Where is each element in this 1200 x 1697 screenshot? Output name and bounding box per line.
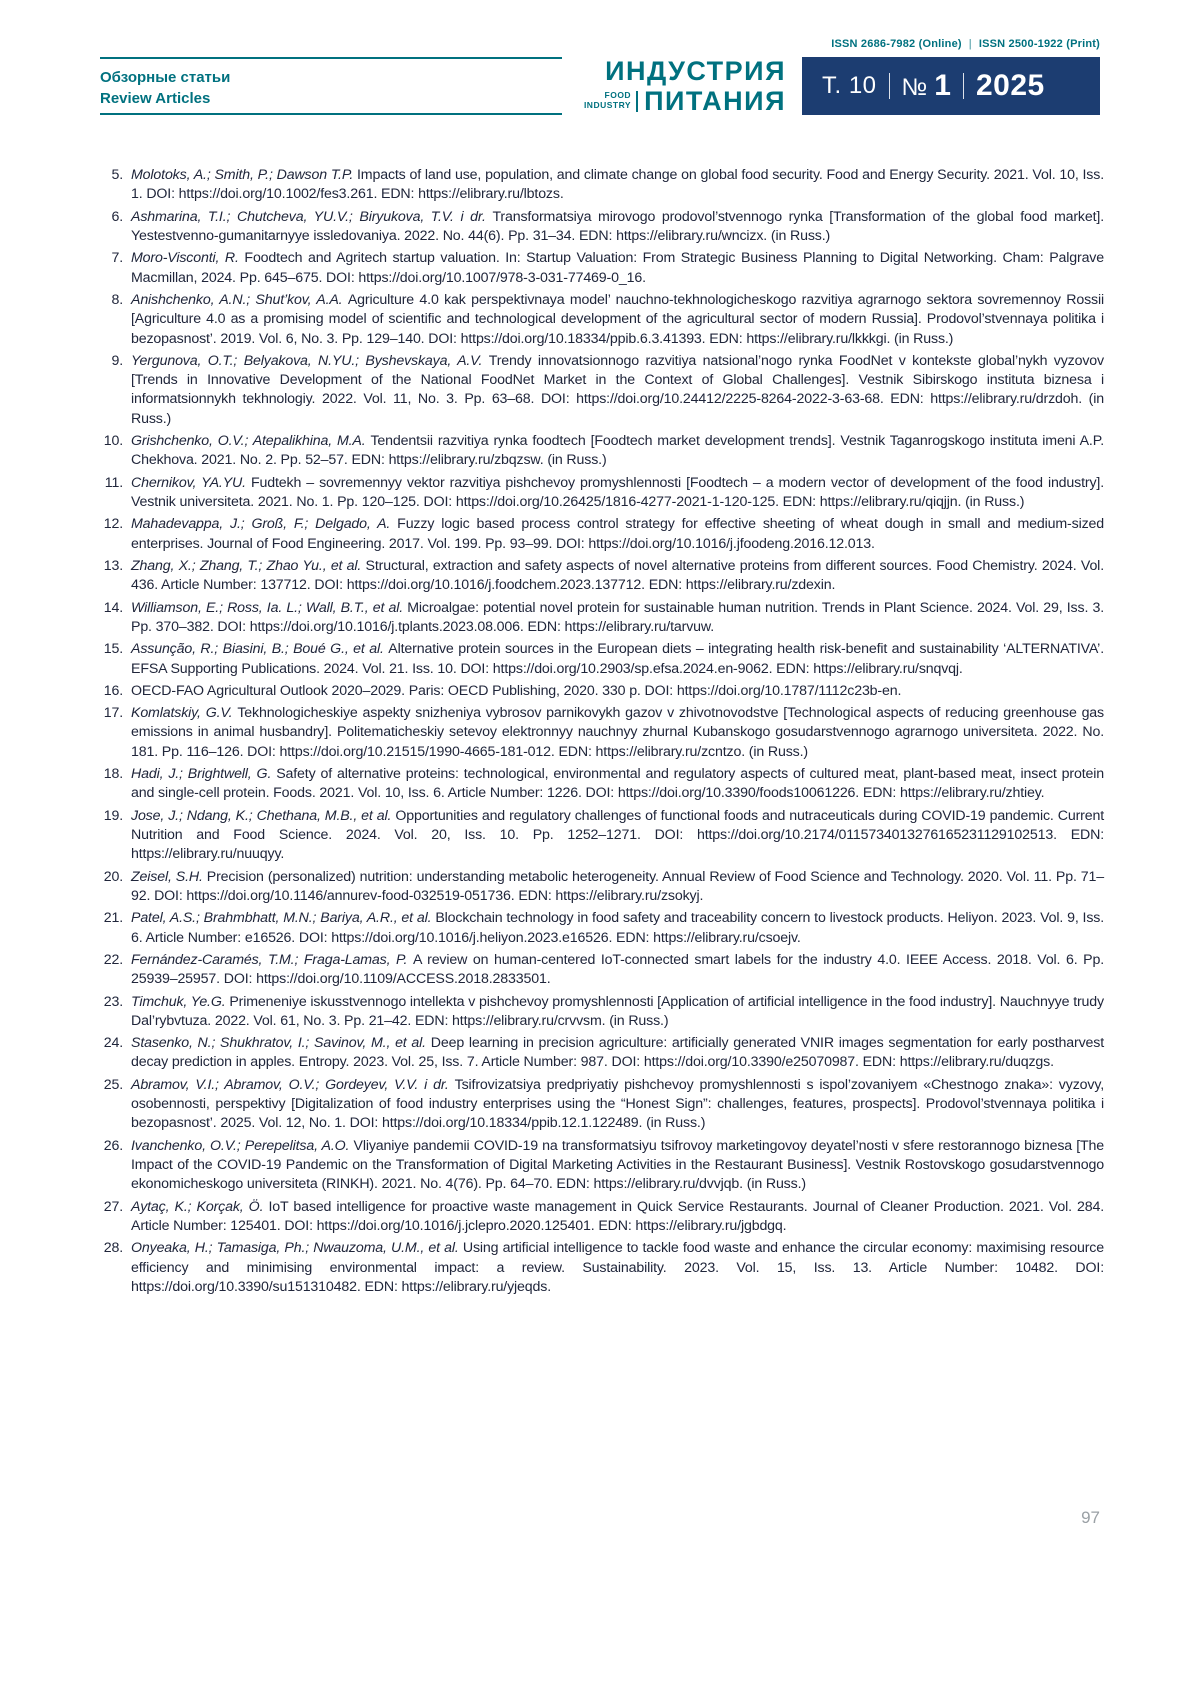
reference-item [100,765,1104,804]
reference-number: 14. [103,599,123,616]
reference-item [100,291,1104,349]
issue-group [902,69,951,103]
reference-number: 5. [111,167,123,183]
reference-number: 20. [103,868,123,885]
reference-text: Fuzzy logic based process control strategy for effective sheeting of wheat dough in small and medium-sized enterprises. Journal of Food Engineering. 2017. Vol. 199. Pp. 93–99. DOI: https://doi.org/10.1016/j.jfoodeng.2016.12.013. [131,516,1105,552]
section-heading [100,57,562,115]
reference-text: OECD-FAO Agricultural Outlook 2020–2029. Paris: OECD Publishing, 2020. 330 p. DOI: https://doi.org/10.1787/1112c23b-en. [131,682,902,699]
journal-logo-inner [583,55,786,116]
reference-number: 16. [103,682,123,699]
reference-authors: Williamson, E.; Ross, Ia. L.; Wall, B.T., et al. [131,599,408,616]
reference-text: Structural, extraction and safety aspects of novel alternative proteins from different sources. Food Chemistry. 2024. Vol. 436. Article Number: 137712. DOI: https://doi.org/10.1016/j.foodchem.2023.137712. EDN: https://elibrary.ru/zdexin. [131,557,1104,594]
reference-text: Impacts of land use, population, and climate change on global food security. Food and Energy Security. 2021. Vol. 10, Iss. 1. DOI: https://doi.org/10.1002/fes3.261. EDN: https://elibrary.ru/lbtozs. [131,167,1104,203]
logo-title-line2: ПИТАНИЯ [644,85,786,116]
reference-authors: Onyeaka, H.; Tamasiga, Ph.; Nwauzoma, U.M., et al. [131,1240,463,1257]
reference-text: Tekhnologicheskiye aspekty snizheniya vybrosov parnikovykh gazov v zhivotnovodstve [Technological aspects of reducing greenhouse gas emissions in animal husbandry]. Politematicheskiy setevoy elektronnyy nauchnyy zhurnal Kubanskogo gosudarstvennogo agrarnogo universiteta. 2022. No. 181. Pp. 116–126. DOI: https://doi.org/10.21515/1990-4665-181-012. EDN: https://elibrary.ru/zcntzo. (in Russ.) [131,705,1104,760]
reference-authors: Abramov, V.I.; Abramov, O.V.; Gordeyev, V.V. i dr. [131,1076,455,1093]
reference-number: 18. [103,766,123,783]
reference-authors: Timchuk, Ye.G. [131,993,230,1010]
issn-line [831,38,1100,50]
issn-online: ISSN 2686-7982 (Online) [831,38,962,50]
reference-number: 26. [103,1137,123,1154]
reference-authors: Mahadevappa, J.; Groß, F.; Delgado, A. [131,516,398,533]
logo-subtitle [584,91,631,111]
reference-item [100,1239,1104,1297]
reference-authors: Zeisel, S.H. [131,868,207,885]
reference-authors: Grishchenko, O.V.; Atepalikhina, M.A. [131,433,371,450]
reference-item [100,1076,1104,1134]
reference-authors: Zhang, X.; Zhang, T.; Zhao Yu., et al. [131,557,366,574]
reference-item [100,1034,1104,1073]
reference-item [100,474,1104,513]
reference-authors: Assunção, R.; Biasini, B.; Boué G., et al. [131,641,389,658]
volume-number: Т. 10 [822,72,877,99]
reference-authors: Komlatskiy, G.V. [131,705,238,722]
reference-number: 21. [103,910,123,927]
reference-authors: Anishchenko, A.N.; Shut’kov, A.A. [131,291,348,308]
reference-number: 6. [111,208,123,225]
reference-item [100,208,1104,247]
reference-number: 15. [103,641,123,658]
reference-text: Foodtech and Agritech startup valuation. In: Startup Valuation: From Strategic Business Planning to Digital Networking. Cham: Palgrave Macmillan, 2024. Pp. 645–675. DOI: https://doi.org/10.1007/978-3-031-77469-0_16. [131,250,1104,286]
logo-title-line1: ИНДУСТРИЯ [605,55,786,86]
reference-item [100,1137,1104,1195]
reference-item [100,557,1104,596]
reference-number: 8. [111,291,123,308]
reference-number: 9. [111,352,123,369]
reference-text: Tsifrovizatsiya predpriyatiy pishchevoy promyshlennosti s ispol’zovaniyem «Chestnogo znaka»: vyzovy, osobennosti, perspektivy [Digitalization of food industry enterprises using the “Honest Sign”: challenges, features, prospects]. Prodovol’stvennaya politika i bezopasnost’. 2025. Vol. 12, No. 1. DOI: https://doi.org/10.18334/ppib.12.1.122489. (in Russ.) [131,1076,1105,1132]
issn-print: ISSN 2500-1922 (Print) [978,38,1100,50]
reference-authors: Fernández-Caramés, T.M.; Fraga-Lamas, P. [131,951,413,968]
reference-text: Primeneniye iskusstvennogo intellekta v pishchevoy promyshlennosti [Application of artificial intelligence in the food industry]. Nauchnyye trudy Dal’rybvtuza. 2022. Vol. 61, No. 3. Pp. 21–42. EDN: https://elibrary.ru/crvvsm. (in Russ.) [131,993,1104,1029]
reference-text: Vliyaniye pandemii COVID-19 na transformatsiyu tsifrovoy marketingovoy deyatel’nosti v sfere restorannogo biznesa [The Impact of the COVID-19 Pandemic on the Transformation of Digital Marketing Activities in the Restaurant Business]. Vestnik Rostovskogo gosudarstvennogo ekonomicheskogo universiteta (RINKH). 2021. No. 4(76). Pp. 64–70. EDN: https://elibrary.ru/dvvjqb. (in Russ.) [131,1137,1104,1193]
reference-authors: Jose, J.; Ndang, K.; Chethana, M.B., et al. [131,807,396,824]
reference-authors: Hadi, J.; Brightwell, G. [131,766,277,783]
reference-text: Blockchain technology in food safety and traceability concern to livestock products. Heliyon. 2023. Vol. 9, Iss. 6. Article Number: e16526. DOI: https://doi.org/10.1016/j.heliyon.2023.e16526. EDN: https://elibrary.ru/csoejv. [131,910,1105,946]
reference-item [100,704,1104,762]
reference-item [100,640,1104,679]
reference-number: 28. [103,1240,123,1257]
reference-text: Opportunities and regulatory challenges of functional foods and nutraceuticals during COVID-19 pandemic. Current Nutrition and Food Science. 2024. Vol. 20, Iss. 10. Pp. 1252–1271. DOI: https://doi.org/10.2174/0115734013276165231129102513. EDN: https://elibrary.ru/nuuqyy. [131,807,1104,863]
volume-issue-box [802,57,1100,115]
reference-text: Transformatsiya mirovogo prodovol’stvennogo rynka [Transformation of the global food market]. Yestestvenno-gumanitarnyye issledovaniya. 2022. No. 44(6). Pp. 31–34. EDN: https://elibrary.ru/wncizx. (in Russ.) [131,208,1104,244]
reference-text: Microalgae: potential novel protein for sustainable human nutrition. Trends in Plant Science. 2024. Vol. 29, Iss. 3. Pp. 370–382. DOI: https://doi.org/10.1016/j.tplants.2023.08.006. EDN: https://elibrary.ru/tarvuw. [131,599,1104,635]
reference-item [100,1198,1104,1237]
logo-subtitle-line2: INDUSTRY [583,100,632,110]
reference-authors: Moro-Visconti, R. [131,250,245,267]
reference-item [100,599,1104,638]
reference-text: Precision (personalized) nutrition: understanding metabolic heterogeneity. Annual Review of Food Science and Technology. 2020. Vol. 11. Pp. 71–92. DOI: https://doi.org/10.1146/annurev-food-032519-051736. EDN: https://elibrary.ru/zsokyj. [131,868,1105,904]
reference-text: A review on human-centered IoT-connected smart labels for the industry 4.0. IEEE Access. 2018. Vol. 6. Pp. 25939–25957. DOI: https://doi.org/10.1109/ACCESS.2018.2833501. [131,951,1105,988]
reference-text: Fudtekh – sovremennyy vektor razvitiya pishchevoy promyshlennosti [Foodtech – a modern vector of development of the food industry]. Vestnik universiteta. 2021. No. 1. Pp. 120–125. DOI: https://doi.org/10.26425/1816-4277-2021-1-120-125. EDN: https://elibrary.ru/qiqjjn. (in Russ.) [131,474,1104,510]
reference-text: Using artificial intelligence to tackle food waste and enhance the circular economy: maximising resource efficiency and minimising environmental impact: a review. Sustainability. 2023. Vol. 15, Iss. 13. Article Number: 10482. DOI: https://doi.org/10.3390/su151310482. EDN: https://elibrary.ru/yjeqds. [131,1240,1104,1295]
journal-logo [562,57,802,115]
reference-authors: Ivanchenko, O.V.; Perepelitsa, A.O. [131,1137,354,1154]
reference-item [100,352,1104,429]
reference-item [100,249,1104,288]
reference-authors: Ashmarina, T.I.; Chutcheva, YU.V.; Biryukova, T.V. i dr. [131,208,493,225]
volume-separator [963,73,964,99]
volume-separator [889,73,890,99]
reference-text: IoT based intelligence for proactive waste management in Quick Service Restaurants. Journal of Cleaner Production. 2021. Vol. 284. Article Number: 125401. DOI: https://doi.org/10.1016/j.jclepro.2020.125401. EDN: https://elibrary.ru/jgbdgq. [131,1198,1104,1234]
page-number: 97 [1081,1508,1100,1527]
reference-item [100,993,1104,1032]
logo-line2 [583,85,786,116]
reference-number: 27. [103,1198,123,1215]
reference-number: 10. [103,433,123,450]
logo-subtitle-line1: FOOD [604,90,632,101]
section-title-en: Review Articles [100,90,211,107]
reference-authors: Yergunova, O.T.; Belyakova, N.YU.; Byshevskaya, A.V. [131,352,489,369]
reference-item [100,166,1104,205]
reference-authors: Aytaç, K.; Korçak, Ö. [131,1198,269,1215]
logo-divider [636,91,638,112]
reference-number: 17. [103,705,123,722]
reference-text: Agriculture 4.0 kak perspektivnaya model’ nauchno-tekhnologicheskogo razvitiya agrarnogo sektora sovremennoy Rossii [Agriculture 4.0 as a promising model of scientific and technological development of the agricultural sector of modern Russia]. Prodovol’stvennaya politika i bezopasnost’. 2019. Vol. 6, No. 3. Pp. 129–140. DOI: https://doi.org/10.18334/ppib.6.3.41393. EDN: https://elibrary.ru/lkkkgi. (in Russ.) [131,291,1104,347]
reference-authors: Molotoks, A.; Smith, P.; Dawson T.P. [131,167,357,183]
reference-number: 12. [103,516,123,533]
reference-authors: Stasenko, N.; Shukhratov, I.; Savinov, M., et al. [131,1035,431,1052]
reference-number: 24. [103,1035,123,1052]
reference-number: 11. [104,474,123,491]
reference-number: 7. [111,250,123,267]
reference-text: Deep learning in precision agriculture: artificially generated VNIR images segmentation for early postharvest decay prediction in apples. Entropy. 2023. Vol. 25, Iss. 7. Article Number: 987. DOI: https://doi.org/10.3390/e25070987. EDN: https://elibrary.ru/duqzgs. [131,1035,1104,1071]
year: 2025 [975,69,1045,102]
reference-item [100,515,1104,554]
reference-number: 23. [103,993,123,1010]
section-title-ru: Обзорные статьи [100,69,231,86]
reference-item [100,951,1104,990]
issue-label: № [901,74,928,101]
reference-item [100,868,1104,907]
reference-item [100,432,1104,471]
reference-item [100,807,1104,865]
reference-number: 25. [103,1076,123,1093]
reference-number: 19. [103,807,123,824]
reference-authors: Patel, A.S.; Brahmbhatt, M.N.; Bariya, A.R., et al. [131,910,436,927]
page-header [100,57,1100,115]
reference-text: Safety of alternative proteins: technological, environmental and regulatory aspects of cultured meat, plant-based meat, insect protein and single-cell protein. Foods. 2021. Vol. 10, Iss. 6. Article Number: 1226. DOI: https://doi.org/10.3390/foods10061226. EDN: https://elibrary.ru/zhtiey. [131,766,1104,802]
reference-text: Tendentsii razvitiya rynka foodtech [Foodtech market development trends]. Vestnik Taganrogskogo instituta imeni A.P. Chekhova. 2021. No. 2. Pp. 52–57. EDN: https://elibrary.ru/zbqzsw. (in Russ.) [131,433,1104,469]
reference-item [100,682,1104,701]
reference-text: Alternative protein sources in the European diets – integrating health risk-benefit and sustainability ‘ALTERNATIVA’. EFSA Supporting Publications. 2024. Vol. 21. Iss. 10. DOI: https://doi.org/10.2903/sp.efsa.2024.en-9062. EDN: https://elibrary.ru/snqvqj. [131,641,1104,677]
issue-number: 1 [934,69,951,102]
reference-text: Trendy innovatsionnogo razvitiya natsional’nogo rynka FoodNet v kontekste global’nykh vyzovov [Trends in Innovative Development of the National FoodNet Market in the Context of Global Challenges]. Vestnik Sibirskogo instituta biznesa i informatsionnykh tekhnologiy. 2022. Vol. 11, No. 3. Pp. 63–68. DOI: https://doi.org/10.24412/2225-8264-2022-3-63-68. EDN: https://elibrary.ru/drzdoh. (in Russ.) [131,352,1104,427]
reference-authors: Chernikov, YA.YU. [131,474,251,491]
reference-list [100,166,1104,1300]
reference-number: 22. [103,951,123,968]
reference-item [100,909,1104,948]
reference-number: 13. [103,557,123,574]
issn-separator: | [968,38,972,50]
